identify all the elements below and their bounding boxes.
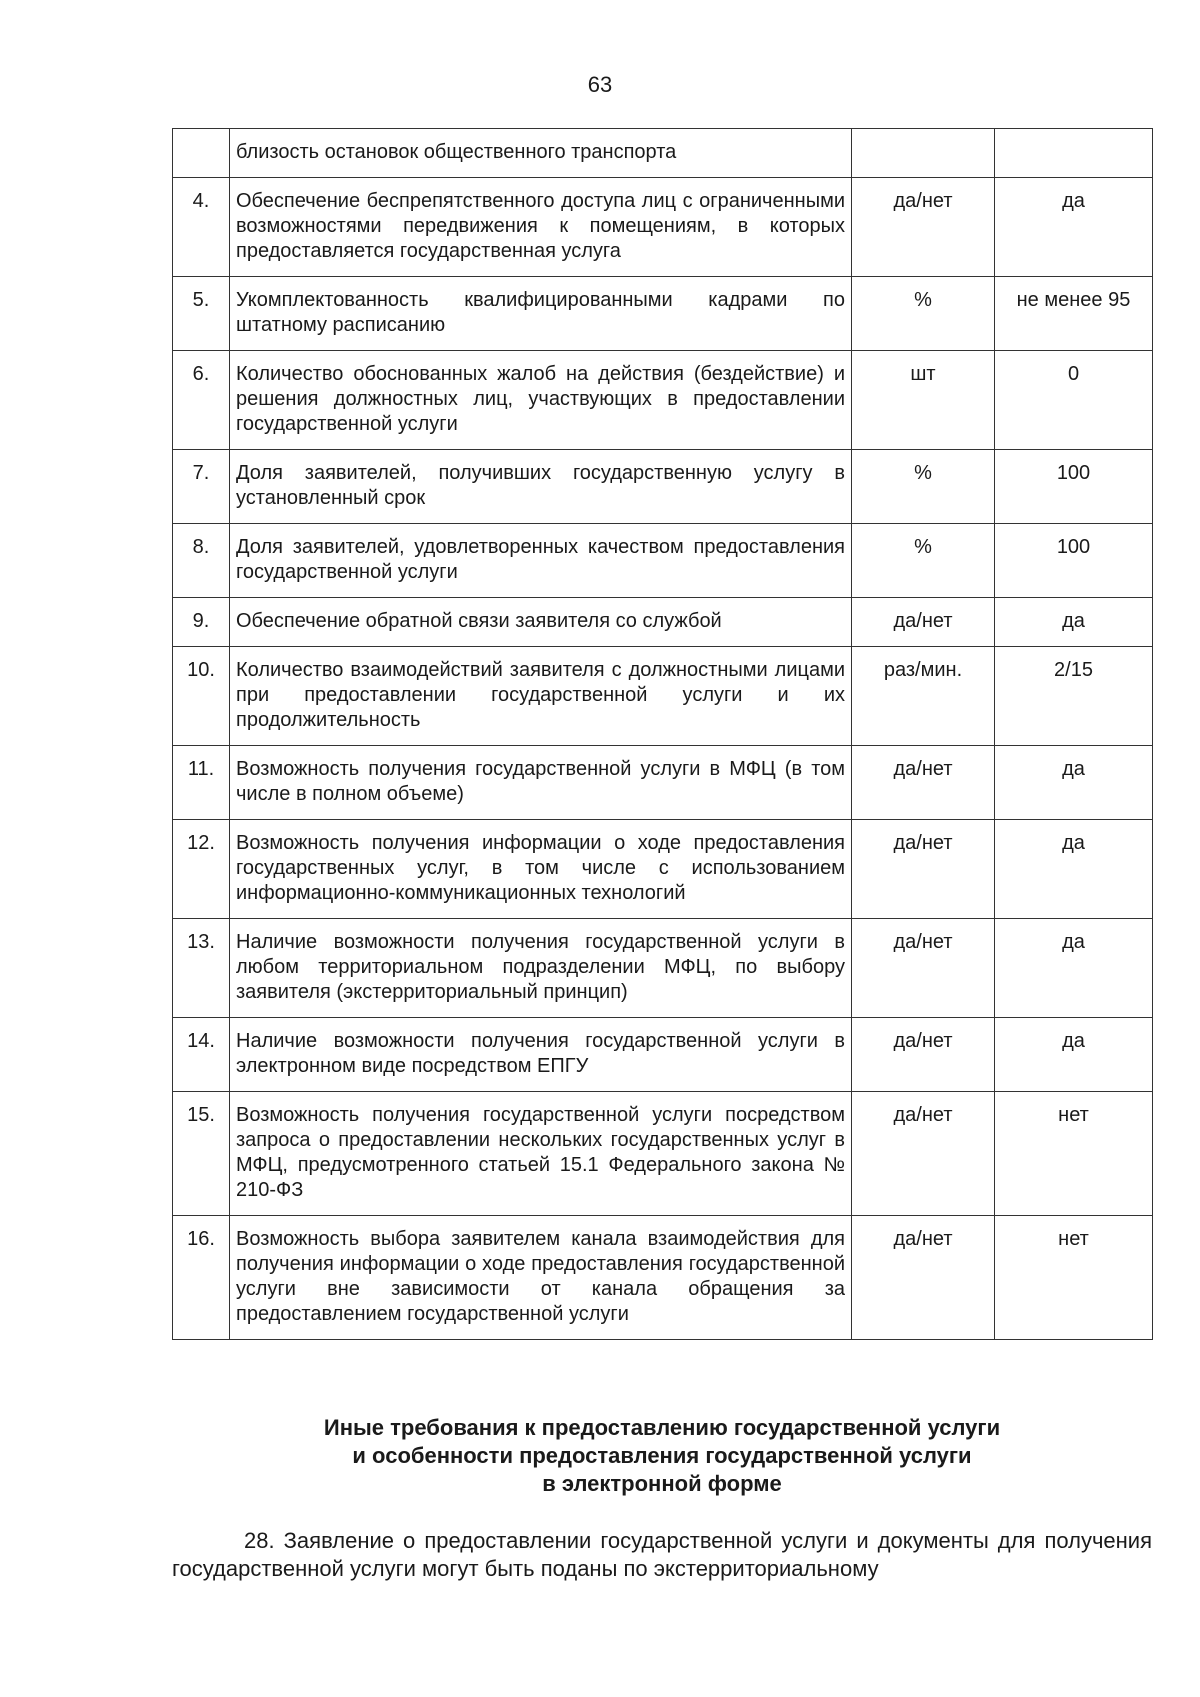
row-number: 12. bbox=[173, 820, 230, 919]
row-indicator: Укомплектованность квалифицированными кадрами по штатному расписанию bbox=[230, 277, 852, 351]
row-number: 11. bbox=[173, 746, 230, 820]
table-row bbox=[173, 746, 1153, 820]
row-value: да bbox=[995, 178, 1153, 277]
row-indicator: Возможность получения государственной услуги в МФЦ (в том числе в полном объеме) bbox=[230, 746, 852, 820]
row-number: 9. bbox=[173, 598, 230, 647]
row-indicator: Обеспечение беспрепятственного доступа лиц с ограниченными возможностями передвижения к помещениям, в которых предоставляется государственная услуга bbox=[230, 178, 852, 277]
table-row bbox=[173, 820, 1153, 919]
row-number: 4. bbox=[173, 178, 230, 277]
row-indicator: Возможность получения государственной услуги посредством запроса о предоставлении нескольких государственных услуг в МФЦ, предусмотренного статьей 15.1 Федерального закона № 210-ФЗ bbox=[230, 1092, 852, 1216]
row-indicator: Доля заявителей, удовлетворенных качеством предоставления государственной услуги bbox=[230, 524, 852, 598]
requirements-table bbox=[172, 128, 1153, 1340]
row-value: да bbox=[995, 1018, 1153, 1092]
row-unit: да/нет bbox=[852, 820, 995, 919]
row-value: 100 bbox=[995, 450, 1153, 524]
row-indicator: Доля заявителей, получивших государственную услугу в установленный срок bbox=[230, 450, 852, 524]
row-indicator: Наличие возможности получения государственной услуги в любом территориальном подразделении МФЦ, по выбору заявителя (экстерриториальный принцип) bbox=[230, 919, 852, 1018]
row-number: 6. bbox=[173, 351, 230, 450]
row-number: 14. bbox=[173, 1018, 230, 1092]
paragraph-28: 28. Заявление о предоставлении государственной услуги и документы для получения государственной услуги могут быть поданы по экстерриториальному bbox=[172, 1528, 1152, 1581]
row-value: 100 bbox=[995, 524, 1153, 598]
row-number bbox=[173, 129, 230, 178]
table-row bbox=[173, 1216, 1153, 1340]
section-title-line: Иные требования к предоставлению государственной услуги bbox=[323, 1415, 1001, 1440]
row-unit: да/нет bbox=[852, 746, 995, 820]
table-row bbox=[173, 277, 1153, 351]
row-indicator: Обеспечение обратной связи заявителя со службой bbox=[230, 598, 852, 647]
row-value: да bbox=[995, 820, 1153, 919]
row-unit: да/нет bbox=[852, 1092, 995, 1216]
row-indicator: близость остановок общественного транспорта bbox=[230, 129, 852, 178]
row-value: нет bbox=[995, 1092, 1153, 1216]
row-unit: да/нет bbox=[852, 178, 995, 277]
table-row bbox=[173, 178, 1153, 277]
row-indicator: Количество взаимодействий заявителя с должностными лицами при предоставлении государственной услуги и их продолжительность bbox=[230, 647, 852, 746]
row-indicator: Возможность получения информации о ходе предоставления государственных услуг, в том числе с использованием информационно-коммуникационных технологий bbox=[230, 820, 852, 919]
row-number: 15. bbox=[173, 1092, 230, 1216]
table-row bbox=[173, 129, 1153, 178]
row-unit: да/нет bbox=[852, 598, 995, 647]
table-row bbox=[173, 919, 1153, 1018]
table-row bbox=[173, 450, 1153, 524]
table-row bbox=[173, 524, 1153, 598]
row-unit: раз/мин. bbox=[852, 647, 995, 746]
table-row bbox=[173, 351, 1153, 450]
row-value: да bbox=[995, 746, 1153, 820]
row-value: 0 bbox=[995, 351, 1153, 450]
row-value: не менее 95 bbox=[995, 277, 1153, 351]
section-title-line: в электронной форме bbox=[542, 1471, 782, 1496]
row-unit: % bbox=[852, 450, 995, 524]
table-row bbox=[173, 647, 1153, 746]
row-value: да bbox=[995, 598, 1153, 647]
row-unit bbox=[852, 129, 995, 178]
table-row bbox=[173, 1018, 1153, 1092]
row-number: 16. bbox=[173, 1216, 230, 1340]
page-number: 63 bbox=[587, 72, 613, 97]
row-unit: да/нет bbox=[852, 919, 995, 1018]
row-indicator: Возможность выбора заявителем канала взаимодействия для получения информации о ходе предоставления государственной услуги вне зависимости от канала обращения за предоставлением государственной услуги bbox=[230, 1216, 852, 1340]
row-value: нет bbox=[995, 1216, 1153, 1340]
table-row bbox=[173, 1092, 1153, 1216]
row-value bbox=[995, 129, 1153, 178]
table-row bbox=[173, 598, 1153, 647]
row-unit: % bbox=[852, 524, 995, 598]
row-unit: % bbox=[852, 277, 995, 351]
row-unit: да/нет bbox=[852, 1216, 995, 1340]
row-indicator: Наличие возможности получения государственной услуги в электронном виде посредством ЕПГУ bbox=[230, 1018, 852, 1092]
row-number: 5. bbox=[173, 277, 230, 351]
row-indicator: Количество обоснованных жалоб на действия (бездействие) и решения должностных лиц, участвующих в предоставлении государственной услуги bbox=[230, 351, 852, 450]
row-unit: да/нет bbox=[852, 1018, 995, 1092]
section-title-line: и особенности предоставления государственной услуги bbox=[352, 1443, 972, 1468]
row-number: 10. bbox=[173, 647, 230, 746]
row-number: 13. bbox=[173, 919, 230, 1018]
row-unit: шт bbox=[852, 351, 995, 450]
row-number: 8. bbox=[173, 524, 230, 598]
row-value: 2/15 bbox=[995, 647, 1153, 746]
section-title bbox=[172, 1414, 1152, 1498]
row-number: 7. bbox=[173, 450, 230, 524]
row-value: да bbox=[995, 919, 1153, 1018]
